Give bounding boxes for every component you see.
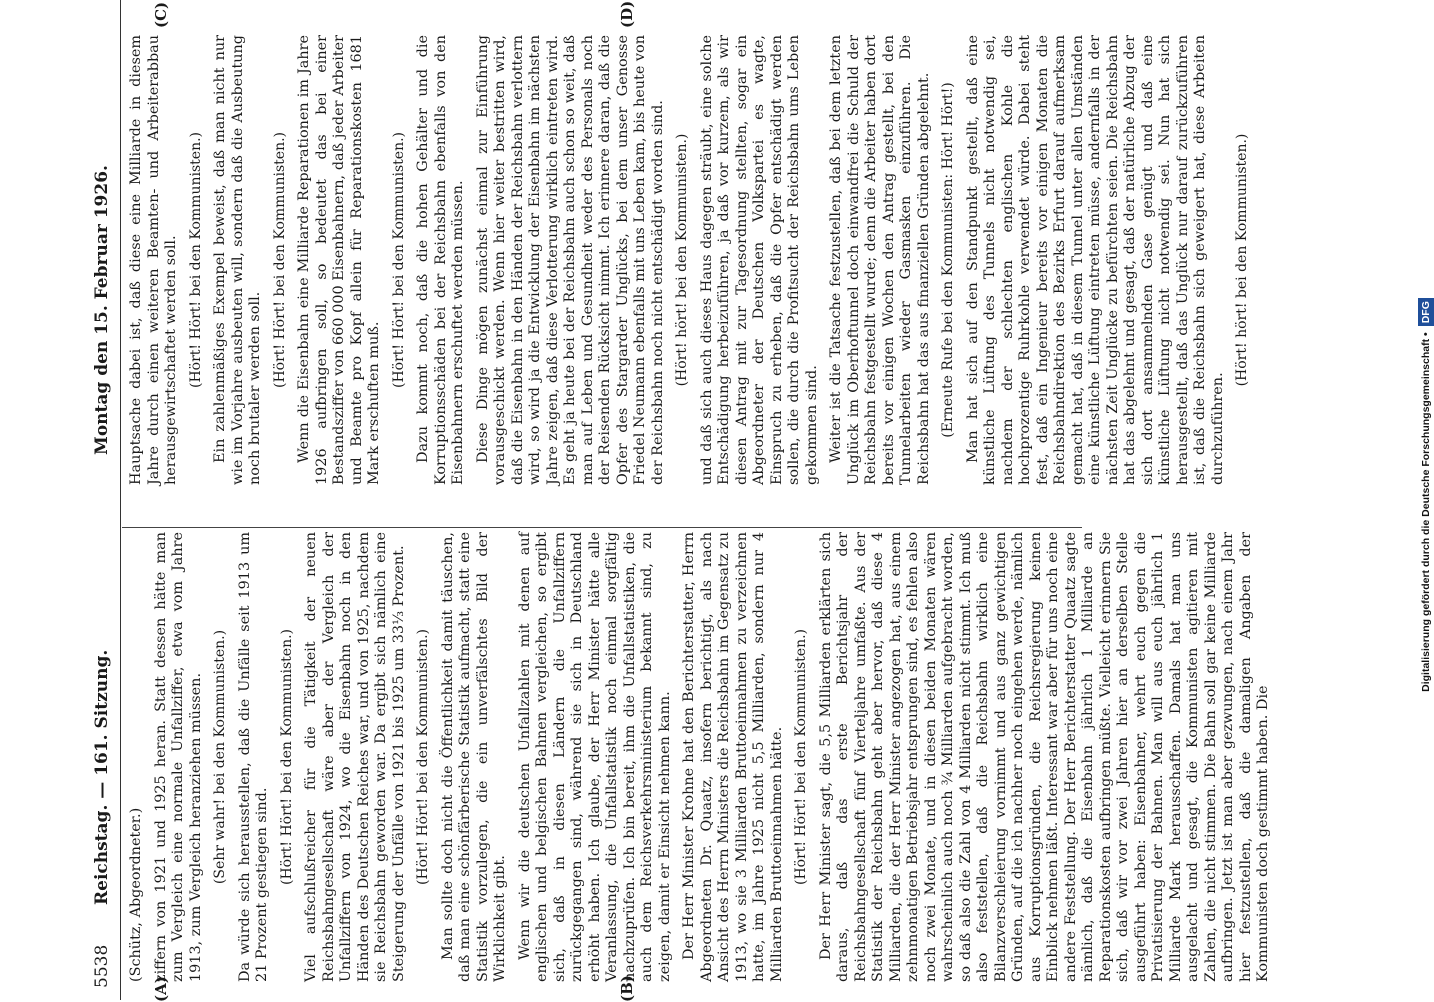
interjection: (Hört! Hört! bei den Kommunisten.) xyxy=(390,132,407,389)
paragraph: Viel aufschlußreicher für die Tätigkeit der neuen Reichsbahngesellschaft wäre aber der Vergleich der Unfallziffern von 1924, wo die Eisenbahn noch in den Händen des Deutschen Reiches war, und von 1925, nachdem sie Reichsbahn geworden war. Da ergibt sich nämlich eine Steigerung der Unfälle von 1921 bis 1925 um 33⅓ Prozent. xyxy=(303,532,407,982)
header-right-title: Montag den 15. Februar 1926. xyxy=(92,165,112,455)
paragraph: Der Herr Minister sagt, die 5,5 Milliarden erklärten sich daraus, daß das erste Berichtsjahr der Reichsbahngesellschaft fünf Vierteljahre umfaßte. Aus der Statistik der Reichsbahn geht aber hervor, daß diese 4 Milliarden, die der Herr Minister angezogen hat, aus einem zehnmonatigen Betriebsjahr entsprungen sind, es fehlen also noch zwei Monate, und in diesen beiden Monaten wären wahrscheinlich auch noch ¾ Milliarden aufgebracht worden, so daß also die Zahl von 4 Milliarden nicht stimmt. Ich muß also feststellen, daß die Reichsbahn wirklich eine Bilanzverschleierung vornimmt und aus ganz gewichtigen Gründen, auf die ich nachher noch eingehen werde, nämlich aus Korruptionsgründen, die Reichsregierung keinen Einblick nehmen läßt. Interessant war aber für uns noch eine andere Feststellung. Der Herr Berichterstatter Quaatz sagte nämlich, daß die Eisenbahn jährlich 1 Milliarde an Reparationskosten aufbringen müßte. Vielleicht erinnern Sie sich, daß wir vor zwei Jahren hier an derselben Stelle ausgeführt haben: Eisenbahner, wehrt euch gegen die Privatisierung der Bahnen. Man will aus euch jährlich 1 Milliarde Mark herausschaffen. Damals hat man uns ausgelacht und gesagt, die Kommunisten agitieren mit Zahlen, die nicht stimmen. Die Bahn soll gar keine Milliarde aufbringen. Jetzt ist man aber gezwungen, nach einem Jahr hier festzustellen, daß die damaligen Angaben der Kommunisten doch gestimmt haben. Die xyxy=(817,532,1271,982)
right-column xyxy=(128,35,1259,485)
paragraph: Weiter ist die Tatsache festzustellen, daß bei dem letzten Unglück im Oberhoftunnel doch einwandfrei die Schuld der Reichsbahn festgestellt wurde; denn die Arbeiter haben dort bereits vor einigen Wochen den Antrag gestellt, bei den Tunnelarbeiten wieder Gasmasken einzuführen. Die Reichsbahn hat das aus finanziellen Gründen abgelehnt. xyxy=(828,35,932,485)
interjection: (Hört! Hört! bei den Kommunisten.) xyxy=(271,132,288,389)
left-column xyxy=(128,532,1280,982)
interjection: (Hört! Hört! bei den Kommunisten.) xyxy=(187,132,204,389)
paragraph: Hauptsache dabei ist, daß diese eine Milliarde in diesem Jahre durch einen weiteren Beamten- und Arbeiterabbau herausgewirtschaftet werden soll. xyxy=(128,35,179,485)
interjection: (Sehr wahr! bei den Kommunisten.) xyxy=(212,629,228,885)
column-divider xyxy=(122,527,1082,528)
paragraph: Der Herr Minister Krohne hat den Berichterstatter, Herrn Abgeordneten Dr. Quaatz, insofern berichtigt, als nach Ansicht des Herrn Ministers die Reichsbahn im Gegensatz zu 1913, wo sie 3 Milliarden Bruttoeinnahmen zu verzeichnen hatte, im Jahre 1925 nicht 5,5 Milliarden, sondern nur 4 Milliarden Bruttoeinnahmen hätte. xyxy=(681,532,785,982)
rotated-page xyxy=(70,0,1300,1000)
page-header xyxy=(80,0,121,1000)
page-number: 5538 xyxy=(92,944,112,988)
paragraph: Man hat sich auf den Standpunkt gestellt, daß eine künstliche Lüftung des Tunnels nicht notwendig sei, nachdem der schlechten englischen Kohle die hochprozentige Ruhrkohle verwendet würde. Dabei steht fest, daß ein Ingenieur bereits vor einigen Monaten die Reichsbahndirektion des Bezirks Erfurt darauf aufmerksam gemacht hat, daß in diesem Tunnel unter allen Umständen eine künstliche Lüftung eintreten müsse, andernfalls in der nächsten Zeit Unglücke zu befürchten seien. Die Reichsbahn hat das abgelehnt und gesagt, daß der natürliche Abzug der sich dort ansammelnden Gase genügt und daß eine künstliche Lüftung nicht notwendig sei. Nun hat sich herausgestellt, daß das Unglück nur darauf zurückzuführen ist, daß die Reichsbahn sich geweigert hat, diese Arbeiten durchzuführen. xyxy=(964,35,1226,485)
paragraph: Man sollte doch nicht die Öffentlichkeit damit täuschen, daß man eine schönfärberische Statistik aufmacht, statt eine Statistik vorzulegen, die ein unverfälschtes Bild der Wirklichkeit gibt. xyxy=(439,532,508,982)
paragraph: und daß sich auch dieses Haus dagegen sträubt, eine solche Entschädigung herbeizuführen, ja daß vor kurzem, als wir diesen Antrag mit zur Tagesordnung stellten, sogar ein Abgeordneter der Deutschen Volkspartei es wagte, Einspruch zu erheben, daß die Opfer entschädigt werden sollen, die durch die Profitsucht der Reichsbahn ums Leben gekommen sind. xyxy=(698,35,820,485)
margin-marker-c: (C) xyxy=(152,1,170,28)
interjection: (Hört! hört! bei den Kommunisten.) xyxy=(674,133,690,387)
dfg-logo: DFG xyxy=(1418,298,1434,326)
paragraph: ziffern von 1921 und 1925 heran. Statt dessen hätte man zum Vergleich eine normale Unfallziffer, etwa vom Jahre 1913, zum Vergleich heranziehen müssen. xyxy=(152,532,204,982)
paragraph: Diese Dinge mögen zunächst einmal zur Einführung vorausgeschickt werden. Wenn hier weiter bestritten wird, daß die Eisenbahn in den Händen der Reichsbahn verlottern wird, so wird ja die Entwicklung der Eisenbahn im nächsten Jahre zeigen, daß diese Verlotterung wirklich eintreten wird. Es geht ja heute bei der Reichsbahn auch schon so weit, daß man auf Leben und Gesundheit weder des Personals noch der Reisenden Rücksicht nimmt. Ich erinnere daran, daß die Opfer des Stargarder Unglücks, bei dem unser Genosse Friedel Neumann ebenfalls mit uns Leben kam, bis heute von der Reichsbahn noch nicht entschädigt worden sind. xyxy=(474,35,666,485)
credit-text: Digitalisierung gefördert durch die Deutsche Forschungsgemeinschaft • xyxy=(1420,332,1432,692)
interjection: (Hört! Hört! bei den Kommunisten.) xyxy=(793,629,809,886)
speaker-line: (Schütz, Abgeordneter.) xyxy=(128,807,144,982)
margin-marker-d: (D) xyxy=(618,0,636,28)
header-left-title: Reichstag. — 161. Sitzung. xyxy=(92,649,112,905)
paragraph: Ein zahlenmäßiges Exempel beweist, daß man nicht nur wie im Vorjahre ausbeuten will, sondern daß die Ausbeutung noch brutaler werden soll. xyxy=(212,35,263,485)
paragraph: Dazu kommt noch, daß die hohen Gehälter und die Korruptionsschäden bei der Reichsbahn ebenfalls von den Eisenbahnern erschuftet werden müssen. xyxy=(415,35,466,485)
digitization-credit xyxy=(1418,0,1434,995)
margin-marker-b: (B) xyxy=(618,975,636,1002)
interjection: (Hört! hört! bei den Kommunisten.) xyxy=(1234,133,1250,387)
interjection: (Erneute Rufe bei den Kommunisten: Hört! Hört!) xyxy=(940,82,956,438)
paragraph: Da würde sich herausstellen, daß die Unfälle seit 1913 um 21 Prozent gestiegen sind. xyxy=(236,532,270,982)
digitization-credit-strip xyxy=(1418,0,1434,1000)
interjection: (Hört! Hört! bei den Kommunisten.) xyxy=(278,629,295,886)
paragraph: Wenn wir die deutschen Unfallzahlen mit denen auf englischen und belgischen Bahnen vergleichen, so ergibt sich, daß in diesen Ländern die Unfallziffern zurückgegangen sind, während sie sich in Deutschland erhöht haben. Ich glaube, der Herr Minister hätte alle Veranlassung, die Unfallstatistik noch einmal sorgfältig nachzuprüfen. Ich bin bereit, ihm die Unfallstatistiken, die auch dem Reichsverkehrsministerium bekannt sind, zu zeigen, damit er Einsicht nehmen kann. xyxy=(516,532,673,982)
margin-marker-a: (A) xyxy=(152,976,170,1002)
paragraph: Wenn die Eisenbahn eine Milliarde Reparationen im Jahre 1926 aufbringen soll, so bedeutet das bei einer Bestandsziffer von 660 000 Eisenbahnern, daß jeder Arbeiter und Beamte pro Kopf allein für Reparationskosten 1681 Mark erschuften muß. xyxy=(296,35,382,485)
interjection: (Hört! Hört! bei den Kommunisten.) xyxy=(415,629,431,886)
